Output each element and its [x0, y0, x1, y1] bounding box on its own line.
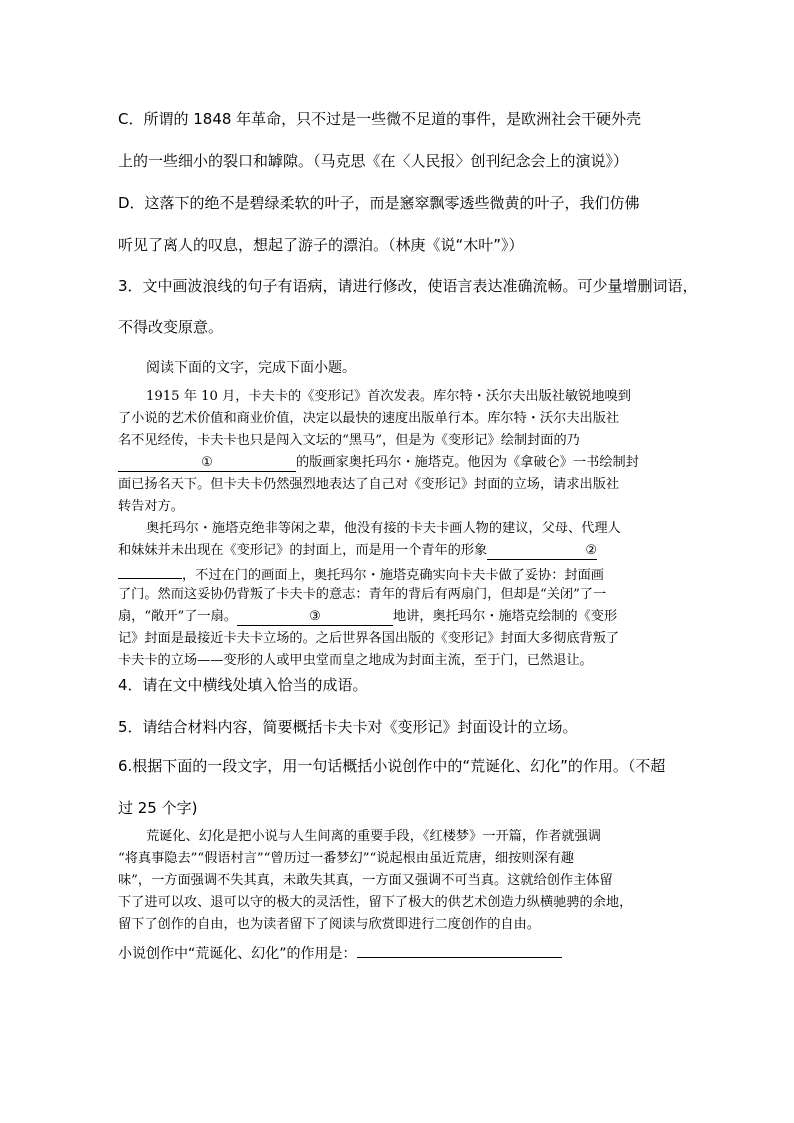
- question-6-line-2: 过 25 个字): [118, 799, 198, 817]
- passage-p1-line-4-text: 的版画家奥托玛尔・施塔克。他因为《拿破仑》一书绘制封: [296, 455, 639, 470]
- passage-p2-line-6: 记》封面是最接近卡夫卡立场的。之后世界各国出版的《变形记》封面大多彻底背叛了: [118, 631, 620, 646]
- passage-p2-line-2-text: 和妹妹并未出现在《变形记》的封面上，而是用一个青年的形象: [118, 543, 488, 558]
- blank-1[interactable]: ①: [118, 455, 296, 472]
- passage-p2-line-5-text-b: 地讲，奥托玛尔・施塔克绘制的《变形: [392, 609, 618, 624]
- question-3-line-2: 不得改变原意。: [118, 318, 224, 336]
- q6-passage-line-5: 留下了创作的自由，也为读者留下了阅读与欣赏即进行二度创作的自由。: [118, 917, 540, 932]
- option-d-line-2: 听见了离人的叹息，想起了游子的漂泊。（林庚《说“木叶”》）: [118, 236, 524, 254]
- option-c-line-2: 上的一些细小的裂口和罅隙。（马克思《在〈人民报〉创刊纪念会上的演说》）: [118, 152, 629, 170]
- question-6-line-1: 6.根据下面的一段文字，用一句话概括小说创作中的“荒诞化、幻化”的作用。（不超: [118, 757, 666, 775]
- passage-p2-line-5-text-a: 扇，“敞开”了一扇。: [118, 609, 237, 624]
- passage-p1-line-3: 名不见经传，卡夫卡也只是闯入文坛的“黑马”，但是为《变形记》绘制封面的乃: [118, 433, 580, 448]
- passage-p2-line-3-text: ，不过在门的画面上，奥托玛尔・施塔克确实向卡夫卡做了妥协：封面画: [182, 568, 604, 583]
- blank-2[interactable]: ②: [487, 543, 597, 560]
- reading-instruction: 阅读下面的文字，完成下面小题。: [146, 360, 356, 376]
- passage-p2-line-7: 卡夫卡的立场——变形的人或甲虫堂而皇之地成为封面主流，至于门，已然退让。: [118, 653, 593, 668]
- q6-passage-line-1: 荒诞化、幻化是把小说与人生间离的重要手段，《红楼梦》一开篇，作者就强调: [146, 829, 601, 844]
- question-3-line-1: 3．文中画波浪线的句子有语病，请进行修改，使语言表达准确流畅。可少量增删词语，: [118, 277, 698, 295]
- answer-prompt: 小说创作中“荒诞化、幻化”的作用是：: [118, 946, 357, 962]
- question-4: 4．请在文中横线处填入恰当的成语。: [118, 676, 368, 694]
- option-c-line-1: C．所谓的 1848 年革命，只不过是一些微不足道的事件，是欧洲社会干硬外壳: [118, 110, 642, 128]
- passage-p1-line-1: 1915 年 10 月，卡夫卡的《变形记》首次发表。库尔特・沃尔夫出版社敏锐地嗅到: [146, 389, 631, 404]
- question-5: 5．请结合材料内容，简要概括卡夫卡对《变形记》封面设计的立场。: [118, 718, 578, 736]
- answer-line: [118, 943, 562, 963]
- q6-passage-line-4: 下了进可以攻、退可以守的极大的灵活性，留下了极大的供艺术创造力纵横驰骋的余地，: [118, 895, 633, 910]
- answer-blank[interactable]: [357, 943, 562, 958]
- passage-p2-line-1: 奥托玛尔・施塔克绝非等闲之辈，他没有接的卡夫卡画人物的建议，父母、代理人: [146, 521, 621, 536]
- passage-p2-line-2: [118, 540, 678, 562]
- blank-2-continued: [118, 562, 182, 579]
- q6-passage-line-3: 味”，一方面强调不失其真，未敢失其真，一方面又强调不可当真。这就给创作主体留: [118, 873, 613, 888]
- passage-p2-line-5: [118, 606, 678, 628]
- blank-3[interactable]: ③: [237, 609, 393, 626]
- option-d-line-1: D．这落下的绝不是碧绿柔软的叶子，而是窸窣飘零透些微黄的叶子，我们仿佛: [118, 194, 640, 212]
- passage-p1-line-6: 转告对方。: [118, 499, 184, 514]
- passage-p1-line-2: 了小说的艺术价值和商业价值，决定以最快的速度出版单行本。库尔特・沃尔夫出版社: [118, 411, 620, 426]
- q6-passage-line-2: “将真事隐去”“假语村言”“曾历过一番梦幻”“说起根由虽近荒唐，细按则深有趣: [118, 851, 575, 866]
- passage-p1-line-5: 面已扬名天下。但卡夫卡仍然强烈地表达了自己对《变形记》封面的立场，请求出版社: [118, 477, 620, 492]
- passage-p1-line-4: [118, 452, 678, 474]
- passage-p2-line-4: 了门。然而这妥协仍背叛了卡夫卡的意志：青年的背后有两扇门，但却是“关闭”了一: [118, 587, 607, 602]
